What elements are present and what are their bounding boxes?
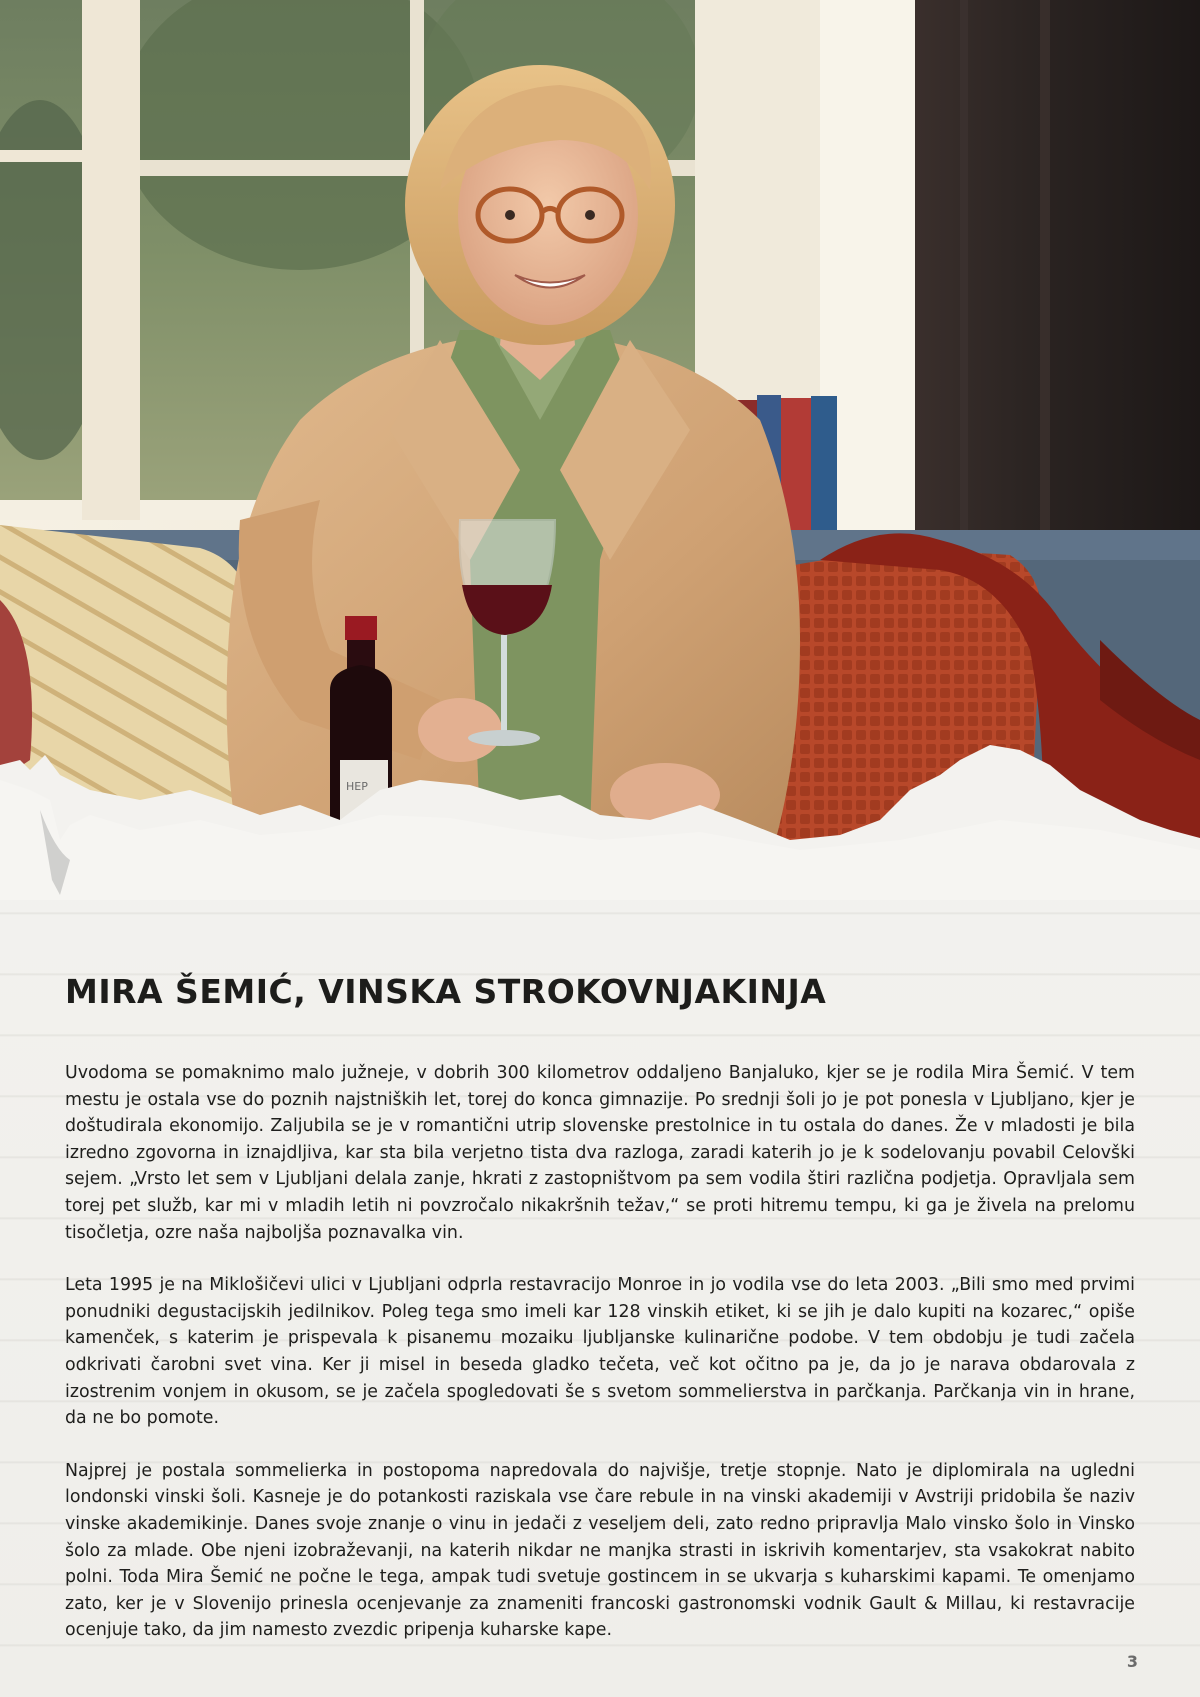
article-body xyxy=(65,1060,1135,1670)
bottle-label: HEP xyxy=(346,780,368,793)
paragraph-1: Uvodoma se pomaknimo malo južneje, v dobrih 300 kilometrov oddaljeno Banjaluko, kjer se je rodila Mira Šemić. V tem mestu je ostala vse do poznih najstniških let, torej do konca gimnazije. Po srednji šoli jo je pot ponesla v Ljubljano, kjer je doštudirala ekonomijo. Zaljubila se je v romantični utrip slovenske prestolnice in tu ostala do danes. Že v mladosti je bila izredno zgovorna in iznajdljiva, kar sta bila verjetno tista dva razloga, zaradi katerih jo je k sodelovanju povabil Celovški sejem. „Vrsto let sem v Ljubljani delala zanje, hkrati z zastopništvom pa sem vodila štiri različna podjetja. Opravljala sem torej pet služb, kar mi v mladih letih ni povzročalo nikakršnih težav,“ se proti hitremu tempu, ki ga je živela na prelomu tisočletja, ozre naša najboljša poznavalka vin. xyxy=(65,1063,1135,1243)
paragraph-3: Najprej je postala sommelierka in postopoma napredovala do najvišje, tretje stopnje. Nato je diplomirala na ugledni londonski vinski šoli. Kasneje je do potankosti raziskala vse čare rebule in na vinski akademiji v Avstriji pridobila še naziv vinske akademikinje. Danes svoje znanje o vinu in jedači z veseljem deli, zato redno pripravlja Malo vinsko šolo in Vinsko šolo za mlade. Obe njeni izobraževanji, na katerih nikdar ne manjka strasti in iskrivih komentarjev, sta vsakokrat nabito polni. Toda Mira Šemić ne počne le tega, ampak tudi svetuje gostincem in se ukvarja s kuharskimi kapami. Te omenjamo zato, ker je v Slovenijo prinesla ocenjevanje za znameniti francoski gastronomski vodnik Gault & Millau, ki restavracije ocenjuje tako, da jim namesto zvezdic pripenja kuharske kape. xyxy=(65,1460,1135,1641)
page-number: 3 xyxy=(1126,1652,1138,1671)
article-title: MIRA ŠEMIĆ, VINSKA STROKOVNJAKINJA xyxy=(65,972,827,1011)
paragraph-2: Leta 1995 je na Miklošičevi ulici v Ljubljani odprla restavracijo Monroe in jo vodila vse do leta 2003. „Bili smo med prvimi ponudniki degustacijskih jedilnikov. Poleg tega smo imeli kar 128 vinskih etiket, ki se jih je dalo kupiti na kozarec,“ opiše kamenček, s katerim je prispevala k pisanemu mozaiku ljubljanske kulinarične podobe. V tem obdobju je tudi začela odkrivati čarobni svet vina. Ker ji misel in beseda gladko tečeta, več kot očitno pa je, da jo je narava obdarovala z izostrenim vonjem in okusom, se je začela spogledovati še s svetom sommelierstva in parčkanja. Parčkanja vin in hrane, da ne bo pomote. xyxy=(65,1275,1135,1429)
